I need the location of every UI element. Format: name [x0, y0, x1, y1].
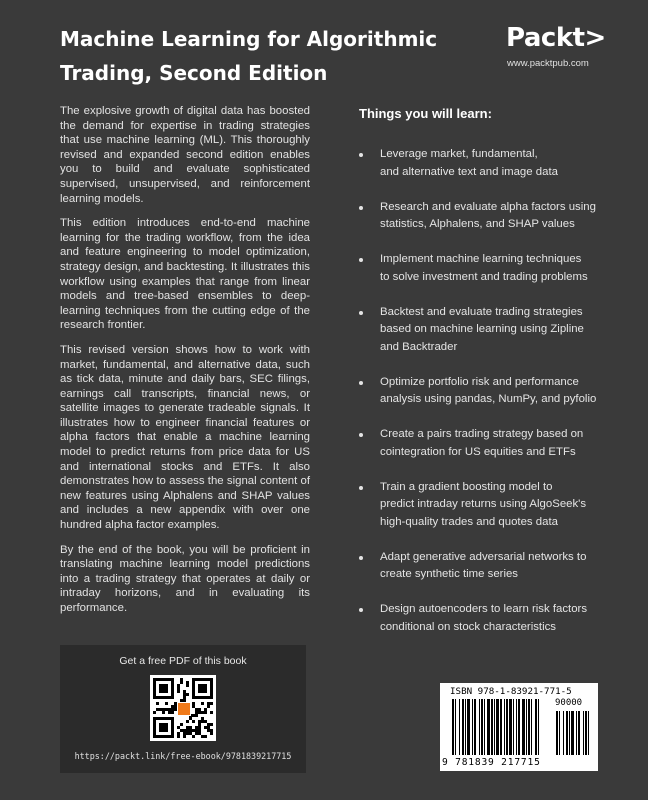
learn-item — [359, 479, 619, 532]
book-title — [60, 22, 490, 90]
learn-item-line: Create a pairs trading strategy based on — [380, 428, 584, 440]
bullet-icon — [359, 206, 363, 210]
learn-item-line: Design autoencoders to learn risk factors — [380, 603, 588, 615]
publisher-url: www.packtpub.com — [507, 58, 589, 69]
description-paragraph: This edition introduces end-to-end machine learning for the trading workflow, from the idea and feature engineering to model optimization, strategy design, and backtesting. It illustrates this workflow using examples that range from linear models and tree-based ensembles to deep-learning techniques from the cutting edge of the research frontier. — [60, 217, 310, 332]
learn-item-line: Backtest and evaluate trading strategies — [380, 305, 583, 318]
book-title-line1: Machine Learning for Algorithmic — [60, 27, 438, 51]
bullet-icon — [359, 486, 363, 490]
book-description — [60, 104, 310, 626]
learn-item-line: statistics, Alphalens, and SHAP values — [380, 218, 575, 230]
book-title-line2: Trading, Second Edition — [60, 61, 328, 85]
barcode-digits: 9 781839 217715 — [442, 757, 541, 768]
learn-item — [359, 304, 619, 357]
learn-item-line: based on machine learning using Zipline — [380, 323, 584, 335]
learn-heading: Things you will learn: — [359, 106, 492, 121]
bullet-icon — [359, 608, 363, 612]
learn-item — [359, 601, 619, 636]
learn-item-line: Adapt generative adversarial networks to — [380, 550, 587, 563]
learn-item-line: Leverage market, fundamental, — [380, 148, 538, 160]
learn-item — [359, 549, 619, 584]
qr-code[interactable] — [150, 675, 216, 741]
packt-logo: Packt> — [506, 23, 606, 53]
learn-item — [359, 199, 619, 234]
learn-item — [359, 251, 619, 286]
learn-item-line: create synthetic time series — [380, 568, 519, 580]
learn-item-line: Train a gradient boosting model to — [380, 480, 553, 493]
bullet-icon — [359, 153, 363, 157]
free-pdf-title: Get a free PDF of this book — [119, 655, 247, 667]
learn-list — [359, 146, 619, 654]
learn-item-line: Research and evaluate alpha factors using — [380, 200, 596, 213]
bullet-icon — [359, 433, 363, 437]
description-paragraph: The explosive growth of digital data has boosted the demand for expertise in trading strategies that use machine learning (ML). This thoroughly revised and expanded second edition enables you to build and evaluate sophisticated supervised, unsupervised, and reinforcement learning models. — [60, 105, 310, 205]
learn-item — [359, 146, 619, 181]
learn-item-line: predict intraday returns using AlgoSeek's — [380, 498, 587, 510]
learn-item-line: to solve investment and trading problems — [380, 270, 588, 283]
learn-item — [359, 426, 619, 461]
isbn-barcode — [440, 683, 598, 771]
description-paragraph: This revised version shows how to work with market, fundamental, and alternative data, such as tick data, minute and daily bars, SEC filings, earnings call transcripts, financial news, or satellite images to generate tradeable signals. It illustrates how to engineer financial features or alpha factors that enable a machine learning model to predict returns from price data for US and international stocks and ETFs. It also demonstrates how to assess the signal content of new features using Alphalens and SHAP values and includes a new appendix with over one hundred alpha factor examples. — [60, 343, 310, 532]
learn-item-line: Optimize portfolio risk and performance — [380, 375, 579, 388]
qr-center-logo-icon — [177, 702, 191, 716]
learn-item-line: analysis using pandas, NumPy, and pyfolio — [380, 393, 597, 405]
learn-item-line: cointegration for US equities and ETFs — [380, 445, 576, 458]
description-paragraph: By the end of the book, you will be proficient in translating machine learning model predictions into a trading strategy that operates at daily or intraday horizons, and in evaluating its performance. — [60, 543, 310, 614]
bullet-icon — [359, 258, 363, 262]
bullet-icon — [359, 556, 363, 560]
isbn-label: ISBN 978-1-83921-771-5 — [450, 686, 572, 697]
learn-item-line: and Backtrader — [380, 340, 458, 353]
bullet-icon — [359, 311, 363, 315]
learn-item-line: high-quality trades and quotes data — [380, 515, 558, 528]
bullet-icon — [359, 381, 363, 385]
learn-item — [359, 374, 619, 409]
learn-item-line: conditional on stock characteristics — [380, 620, 557, 633]
free-pdf-box — [60, 645, 306, 773]
learn-item-line: Implement machine learning techniques — [380, 253, 582, 265]
price-code: 90000 — [555, 698, 583, 708]
free-pdf-url[interactable]: https://packt.link/free-ebook/9781839217715 — [74, 751, 292, 761]
learn-item-line: and alternative text and image data — [380, 165, 558, 178]
